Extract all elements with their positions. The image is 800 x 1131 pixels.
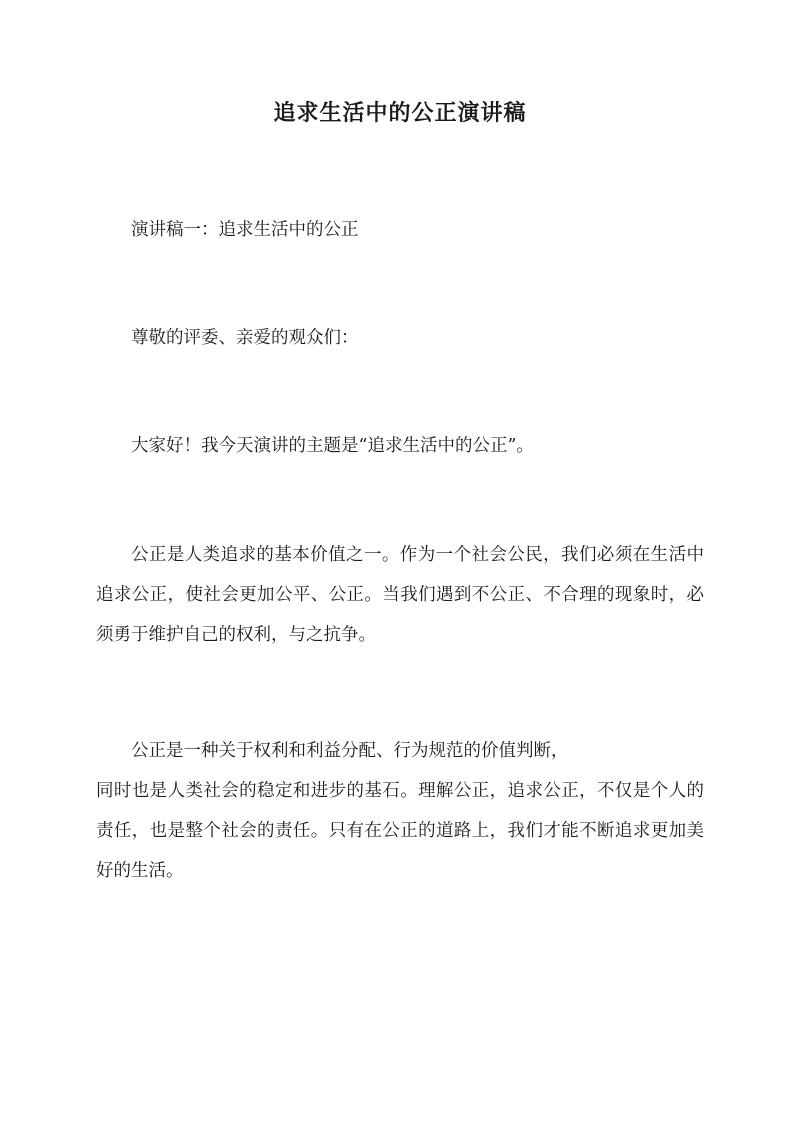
opening-line: 大家好！我今天演讲的主题是“追求生活中的公正”。 [131,436,534,456]
body-paragraph-1: 公正是人类追求的基本价值之一。作为一个社会公民，我们必须在生活中追求公正，使社会更加公平、公正。当我们遇到不公正、不合理的现象时，必须勇于维护自己的权利，与之抗争。 [96,545,704,645]
speech-subtitle: 演讲稿一：追求生活中的公正 [131,220,359,240]
body-paragraph-2-first-line: 公正是一种关于权利和利益分配、行为规范的价值判断， [131,741,569,761]
greeting-line: 尊敬的评委、亲爱的观众们： [131,328,359,348]
body-paragraph-2-continuation: 同时也是人类社会的稳定和进步的基石。理解公正，追求公正，不仅是个人的责任，也是整个社会的责任。只有在公正的道路上，我们才能不断追求更加美好的生活。 [96,781,704,881]
page-title: 追求生活中的公正演讲稿 [273,100,527,126]
